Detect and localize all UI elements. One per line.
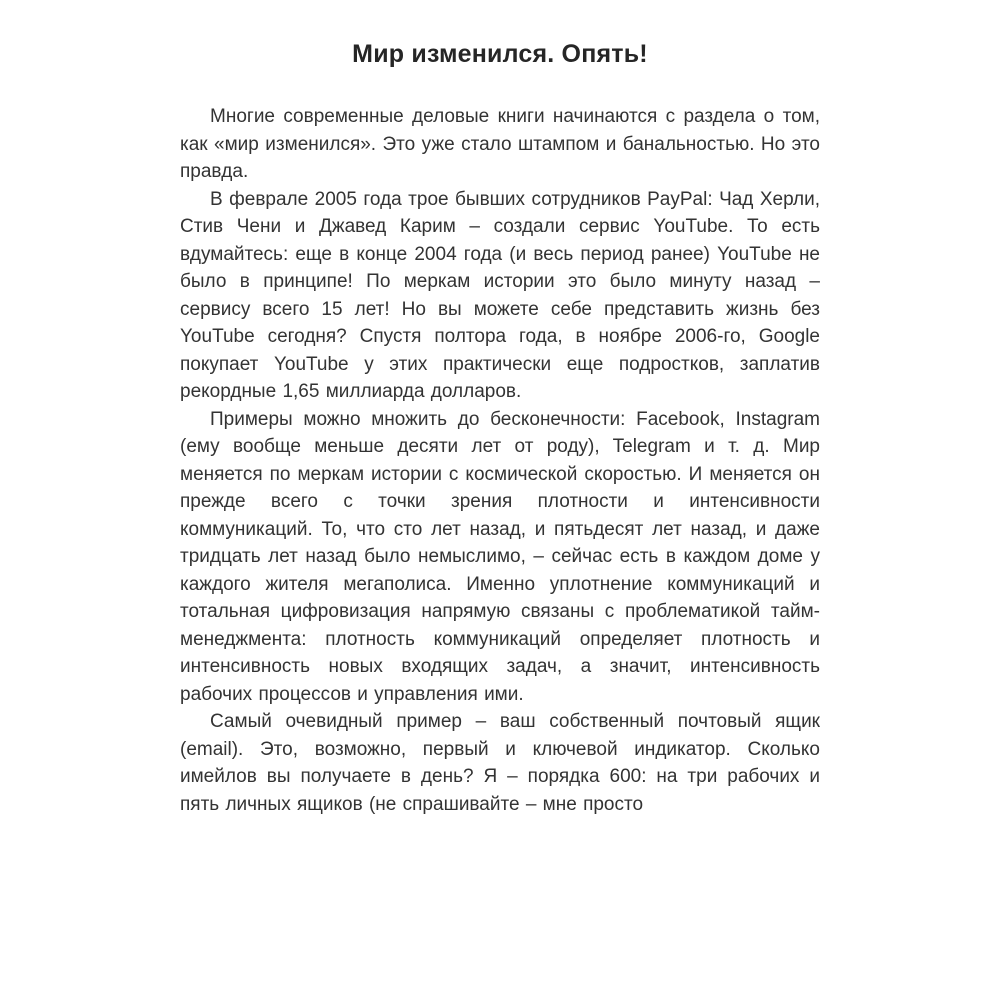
page-body-text	[180, 103, 820, 818]
page-title: Мир изменился. Опять!	[352, 40, 648, 68]
paragraph: Многие современные деловые книги начинаются с раздела о том, как «мир изменился». Это уже стало штампом и банальностью. Но это правда.	[180, 106, 820, 182]
paragraph: Примеры можно множить до бесконечности: Facebook, Instagram (ему вообще меньше десяти лет от роду), Telegram и т. д. Мир меняется по меркам истории с космической скоростью. И меняется он прежде всего с точки зрения плотности и интенсивности коммуникаций. То, что сто лет назад, и пятьдесят лет назад, и даже тридцать лет назад было немыслимо, – сейчас есть в каждом доме у каждого жителя мегаполиса. Именно уплотнение коммуникаций и тотальная цифровизация напрямую связаны с проблематикой тайм-менеджмента: плотность коммуникаций определяет плотность и интенсивность новых входящих задач, а значит, интенсивность рабочих процессов и управления ими.	[180, 408, 820, 705]
paragraph: В феврале 2005 года трое бывших сотрудников PayPal: Чад Херли, Стив Чени и Джавед Карим – создали сервис YouTube. То есть вдумайтесь: еще в конце 2004 года (и весь период ранее) YouTube не было в принципе! По меркам истории это было минуту назад – сервису всего 15 лет! Но вы можете себе представить жизнь без YouTube сегодня? Спустя полтора года, в ноябре 2006-го, Google покупает YouTube у этих практически еще подростков, заплатив рекордные 1,65 миллиарда долларов.	[180, 188, 820, 402]
paragraph: Самый очевидный пример – ваш собственный почтовый ящик (email). Это, возможно, первый и ключевой индикатор. Сколько имейлов вы получаете в день? Я – порядка 600: на три рабочих и пять личных ящиков (не спрашивайте – мне просто	[180, 711, 820, 815]
book-page	[180, 0, 820, 818]
